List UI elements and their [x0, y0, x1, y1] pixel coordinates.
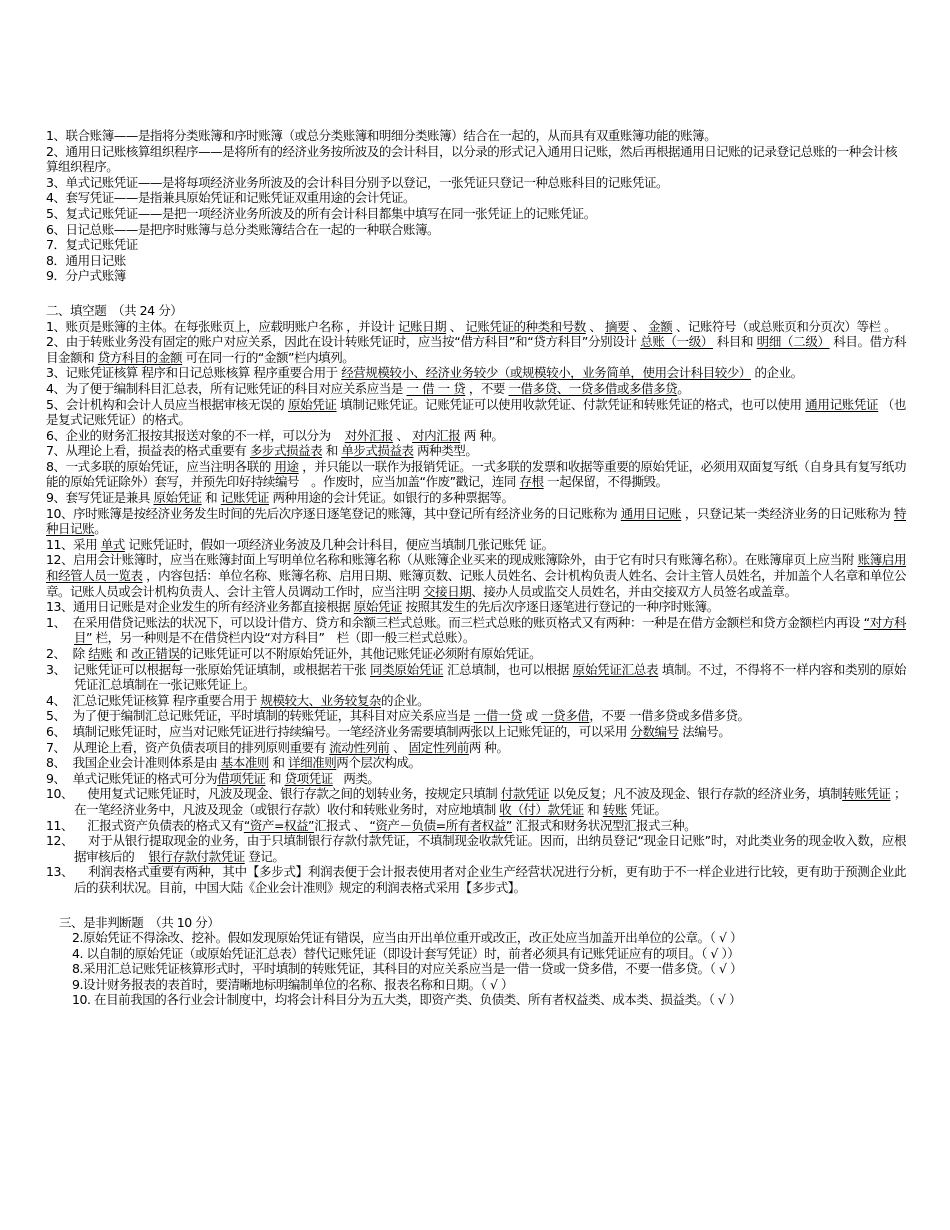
fill-in-section	[46, 303, 906, 896]
question-8: 8、一式多联的原始凭证，应当注明各联的 用途 ，并只能以一联作为报销凭证。一式多联的发票和收据等重要的原始凭证，必须用双面复写纸（自身具有复写纸功能的原始凭证除外）套写，并预先印好持续编号 。作废时，应当加盖“作废”戳记，连同 存根 一起保留，不得撕毁。	[46, 458, 907, 490]
list-item: 10. 在目前我国的各行业会计制度中，均将会计科目分为五大类，即资产类、负债类、所有者权益类、成本类、损益类。（ √ ）	[72, 992, 742, 1008]
list-item: 8.采用汇总记账凭证核算形式时，平时填制的转账凭证，其科目的对应关系应当是一借一贷或一贷多借，不要一借多贷。（ √ ）	[72, 961, 743, 977]
list-item: 2.原始凭证不得涂改、挖补。假如发现原始凭证有错误，应当由开出单位重开或改正，改正处应当加盖开出单位的公章。（ √ ）	[72, 930, 743, 946]
sub-question-2: 2、 除 结账 和 改正错误的记账凭证可以不附原始凭证外，其他记账凭证必须附有原始凭证。	[46, 646, 542, 661]
answer: “资产=权益”	[243, 817, 315, 833]
question-1: 1、账页是账簿的主体。在每张账页上，应载明账户名称 ，并设计 记账日期 、 记账凭证的种类和号数 、 摘要 、 金额 、记账符号（或总账页和分页次）等栏 。	[46, 318, 897, 334]
section-title: 三、是非判断题 （共 10 分）	[59, 914, 220, 930]
answer: 单式	[100, 536, 125, 552]
sub-question-13: 13、 利润表格式重要有两种，其中【多步式】利润表便于会计报表使用者对企业生产经营状况进行分析，更有助于不一样企业进行比较，更有助于预测企业此后的获利状况。目前，中国大陆《企业会计准则》规定的利润表格式采用【多步式】。	[46, 864, 906, 895]
true-false-section	[46, 915, 906, 1009]
answer: 单步式损益表	[341, 443, 414, 459]
sub-question-5: 5、 为了便于编制汇总记账凭证，平时填制的转账凭证，其科目对应关系应当是 一借一贷 或 一贷多借，不要 一借多贷或多借多贷。	[46, 708, 750, 724]
answer: 借项凭证	[217, 770, 266, 786]
answer: 规模较大、业务较复杂	[260, 692, 381, 708]
answer: 特种日记账	[46, 505, 907, 537]
answer: 收（付）款凭证	[499, 801, 584, 817]
term-3: 3、单式记账凭证——是将每项经济业务所波及的会计科目分别予以登记，一张凭证只登记一种总账科目的记账凭证。	[46, 174, 669, 190]
sub-question-4: 4、 汇总记账凭证核算 程序重要合用于 规模较大、业务较复杂的企业。	[46, 692, 430, 708]
question-2: 2、由于转账业务没有固定的账户对应关系，因此在设计转账凭证时，应当按“借方科目”和“贷方科目”分别设计 总账（一级） 科目和 明细（二级） 科目。借方科目金额和 贷方科目的金额 可在同一行的“金额”栏内填列。	[46, 334, 906, 365]
sub-question-3: 3、 记账凭证可以根据每一张原始凭证填制，或根据若干张 同类原始凭证 汇总填制，也可以根据 原始凭证汇总表 填制。不过，不得将不一样内容和类别的原始凭证汇总填制在一张记账凭证上。	[46, 661, 906, 693]
term-1: 1、联合账簿——是指将分类账簿和序时账簿（或总分类账簿和明细分类账簿）结合在一起的，从而具有双重账簿功能的账簿。	[46, 128, 717, 143]
term-9: 9．分户式账簿	[46, 268, 126, 284]
answer: 明细（二级）	[756, 334, 830, 350]
question-13: 13、通用日记账是对企业发生的所有经济业务都直接根据 原始凭证 按照其发生的先后次序逐日逐笔进行登记的一种序时账簿。	[46, 599, 719, 615]
answer: 原始凭证	[287, 396, 337, 412]
term-6: 6、日记总账——是把序时账簿与总分类账簿结合在一起的一种联合账簿。	[46, 221, 440, 237]
answer: 贷方科目的金额	[97, 349, 183, 365]
list-item: 9.设计财务报表的表首时，要清晰地标明编制单位的名称、报表名称和日期。（ √ ）	[72, 976, 514, 992]
answer: 总账（一级）	[640, 334, 714, 350]
answer: 原始凭证	[353, 599, 402, 615]
answer: 记账凭证的种类和号数	[465, 318, 586, 334]
question-4: 4、为了便于编制科目汇总表，所有记账凭证的科目对应关系应当是 一 借 一 贷 ，不要 一借多贷、一贷多借或多借多贷。	[46, 380, 690, 396]
answer: 记账凭证	[220, 490, 269, 506]
answer: 用途	[274, 458, 299, 474]
answer: 转账凭证	[842, 786, 891, 802]
answer: 原始凭证汇总表	[572, 661, 659, 677]
answer: 摘要	[604, 318, 630, 334]
answer: 账簿启用和经管人员一览表	[46, 552, 907, 584]
question-12: 12、启用会计账簿时，应当在账簿封面上写明单位名称和账簿名称（从账簿企业买来的现成账簿除外，由于它有时只有账簿名称）。在账簿扉页上应当附 账簿启用和经管人员一览表 ，内容包括：单位名称、账簿名称、启用日期、账簿页数、记账人员姓名、会计机构负责人姓名、会计主管人员姓名，并加盖个人名章和单位公章。记账人员或会计机构负责人、会计主管人员调动工作时，应当注明 交接日期、接办人员或监交人员姓名，并由交接双方人员签名或盖章。	[46, 552, 907, 599]
answer: 转账	[602, 801, 627, 817]
question-5: 5、会计机构和会计人员应当根据审核无误的 原始凭证 填制记账凭证。记账凭证可以使用收款凭证、付款凭证和转账凭证的格式，也可以使用 通用记账凭证 （也是复式记账凭证）的格式。	[46, 396, 906, 428]
answer: 一 借 一 贷	[406, 380, 466, 396]
answer: 一贷多借	[541, 708, 590, 724]
question-9: 9、套写凭证是兼具 原始凭证 和 记账凭证 两种用途的会计凭证。如银行的多种票据等。	[46, 490, 514, 506]
question-10: 10、序时账簿是按经济业务发生时间的先后次序逐日逐笔登记的账簿，其中登记所有经济业务的日记账称为 通用日记账 ，只登记某一类经济业务的日记账称为 特种日记账。	[46, 505, 907, 537]
term-2: 2、通用日记账核算组织程序——是将所有的经济业务按所波及的会计科目，以分录的形式记入通用日记账，然后再根据通用日记账的记录登记总账的一种会计核算组织程序。	[46, 143, 898, 175]
answer: 多步式损益表	[249, 443, 323, 459]
true-false-list	[59, 930, 906, 1008]
answer: 详细准则	[288, 755, 337, 771]
answer: 通用日记账	[620, 505, 682, 521]
question-11: 11、采用 单式 记账凭证时，假如一项经济业务波及几种会计科目，便应当填制几张记账凭 证。	[46, 536, 554, 552]
answer: “对方科目”	[74, 614, 906, 646]
answer: 流动性列前	[329, 739, 390, 755]
answer: 付款凭证	[500, 786, 550, 802]
question-3: 3、记账凭证核算 程序和日记总账核算 程序重要合用于 经营规模较小、经济业务较少（或规模较小，业务简单，使用会计科目较少） 的企业。	[46, 365, 803, 381]
answer: 基本准则	[220, 755, 269, 771]
sub-question-1: 1、 在采用借贷记账法的状况下，可以设计借方、贷方和余额三栏式总账。而三栏式总账的账页格式又有两种：一种是在借方金额栏和贷方金额栏内再设 “对方科目” 栏，另一种则是不在借贷栏内设“对方科目” 栏（即一般三栏式总账）。	[46, 614, 906, 646]
question-7: 7、从理论上看，损益表的格式重要有 多步式损益表 和 单步式损益表 两种类型。	[46, 443, 478, 459]
sub-question-11: 11、 汇报式资产负债表的格式又有“资产=权益”汇报式 、 “资产－负债=所有者权益” 汇报式和财务状况型汇报式三种。	[46, 817, 697, 833]
sub-question-6: 6、 填制记账凭证时，应当对记账凭证进行持续编号。一笔经济业务需要填制两张以上记账凭证的，可以采用 分数编号 法编号。	[46, 723, 731, 739]
term-5: 5、复式记账凭证——是把一项经济业务所波及的所有会计科目都集中填写在同一张凭证上的记账凭证。	[46, 205, 596, 221]
sub-question-7: 7、 从理论上看，资产负债表项目的排列原则重要有 流动性列前 、 固定性列前两 种。	[46, 739, 509, 755]
term-4: 4、套写凭证——是指兼具原始凭证和记账凭证双重用途的会计凭证。	[46, 190, 416, 206]
sub-question-9: 9、 单式记账凭证的格式可分为借项凭证 和 贷项凭证 两类。	[46, 770, 380, 786]
sub-question-12: 12、 对于从银行提取现金的业务，由于只填制银行存款付款凭证，不填制现金收款凭证。因而，出纳员登记“现金日记账”时，对此类业务的现金收入数，应根据审核后的 银行存款付款凭证 登记。	[46, 833, 907, 864]
answer: “资产－负债=所有者权益”	[369, 817, 512, 833]
question-6: 6、企业的财务汇报按其报送对象的不一样，可以分为 对外汇报 、 对内汇报 两 种。	[46, 427, 504, 443]
term-7: 7．复式记账凭证	[46, 237, 138, 253]
answer: 结账	[88, 646, 113, 661]
term-8: 8．通用日记账	[46, 252, 126, 268]
answer: 对内汇报	[412, 427, 461, 443]
sub-question-8: 8、 我国企业会计准则体系是由 基本准则 和 详细准则两个层次构成。	[46, 755, 421, 771]
term-definitions	[46, 128, 906, 284]
answer: 原始凭证	[153, 490, 202, 506]
answer: 同类原始凭证	[370, 661, 444, 677]
answer: 改正错误	[131, 646, 180, 661]
answer: 分数编号	[630, 723, 679, 739]
sub-question-10: 10、 使用复式记账凭证时，凡波及现金、银行存款之间的划转业务，按规定只填制 付款凭证 以免反复；凡不波及现金、银行存款的经济业务，填制转账凭证 ；在一笔经济业务中，凡波及现金（或银行存款）收付和转账业务时，对应地填制 收（付）款凭证 和 转账 凭证。	[46, 786, 907, 817]
answer: 对外汇报	[344, 427, 393, 443]
answer: 记账日期	[397, 318, 447, 334]
answer: 固定性列前	[408, 739, 469, 755]
answer: 经营规模较小、经济业务较少（或规模较小，业务简单，使用会计科目较少）	[341, 365, 751, 381]
answer: 一借一贷	[473, 708, 522, 724]
answer: 存根	[519, 474, 544, 490]
answer: 银行存款付款凭证	[148, 848, 245, 864]
answer: 交接日期	[423, 583, 472, 599]
list-item: 4. 以自制的原始凭证（或原始凭证汇总表）替代记账凭证（即设计套写凭证）时，前者必须具有记账凭证应有的项目。（ √ ））	[72, 945, 740, 961]
section-title: 二、填空题 （共 24 分）	[46, 302, 183, 318]
answer: 通用记账凭证	[805, 396, 879, 412]
answer: 一借多贷、一贷多借或多借多贷	[508, 380, 678, 396]
answer: 贷项凭证	[284, 770, 333, 786]
answer: 金额	[648, 318, 673, 334]
